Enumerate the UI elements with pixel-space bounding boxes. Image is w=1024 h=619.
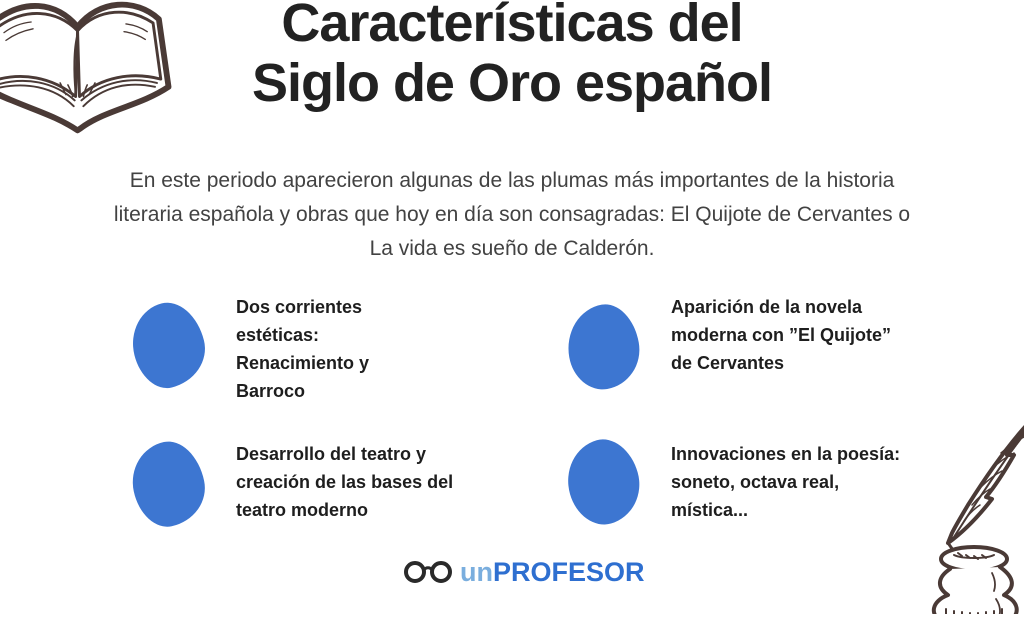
- logo-part-un: un: [460, 557, 493, 587]
- unprofesor-logo: [404, 557, 645, 597]
- glasses-icon: [404, 557, 452, 587]
- bullet-text: Dos corrientes estéticas: Renacimiento y Barroco: [236, 297, 370, 401]
- title-line-2: Siglo de Oro español: [251, 53, 773, 113]
- bullet-text: Innovaciones en la poesía: soneto, octava real, mística...: [671, 444, 901, 520]
- blue-blob-icon: [124, 296, 213, 395]
- blue-blob-icon: [558, 432, 649, 532]
- logo-part-profesor: PROFESOR: [493, 557, 645, 587]
- quill-inkwell-icon: [888, 409, 1024, 614]
- logo-text: [460, 557, 645, 587]
- bullet-text: Desarrollo del teatro y creación de las bases del teatro moderno: [236, 444, 454, 520]
- intro-paragraph: En este periodo aparecieron algunas de las plumas más importantes de la historia literaria española y obras que hoy en día son consagradas: El Quijote de Cervantes o La vida es sueño de Calderón.: [113, 169, 911, 260]
- bullet-text: Aparición de la novela moderna con ”El Quijote” de Cervantes: [671, 297, 892, 373]
- blue-blob-icon: [125, 436, 212, 533]
- bullet-item-teatro: [133, 440, 568, 526]
- page-title: [0, 0, 1024, 113]
- bullet-item-corrientes: [133, 293, 568, 440]
- blue-blob-icon: [561, 299, 646, 394]
- title-line-1: Características del: [281, 0, 743, 53]
- bullet-grid: [133, 293, 933, 526]
